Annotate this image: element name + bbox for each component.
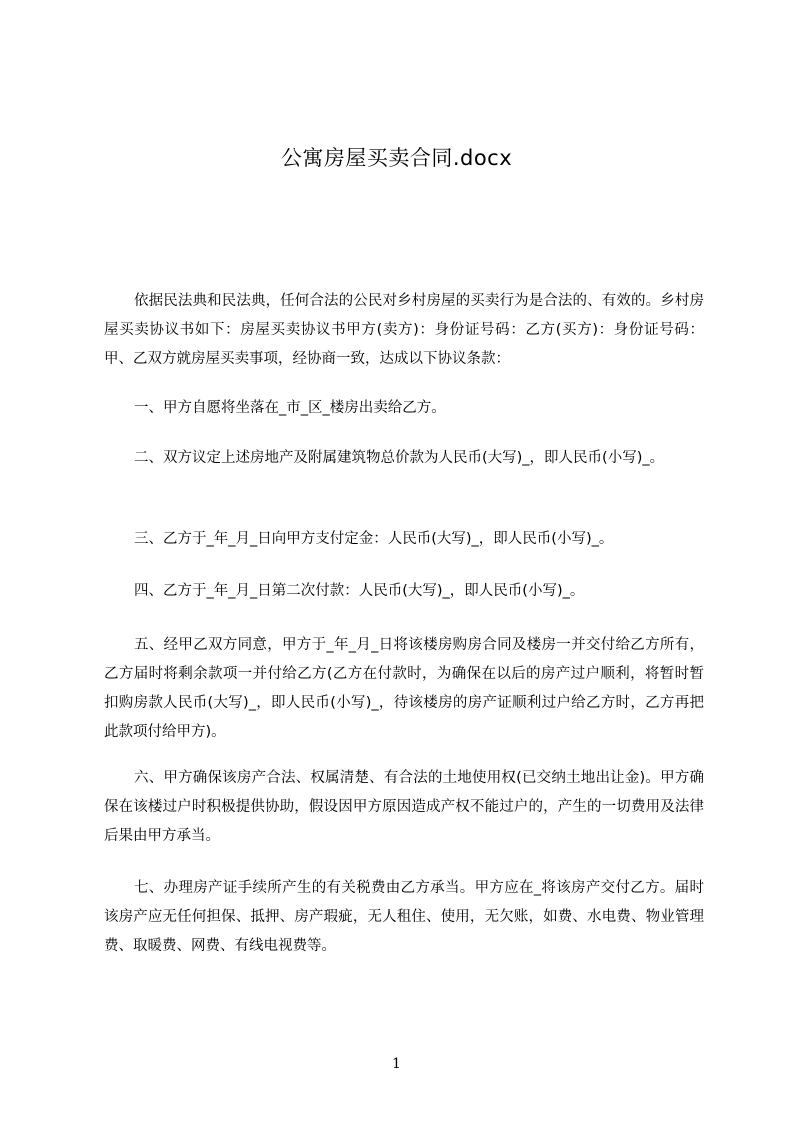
document-title: 公寓房屋买卖合同.docx [280, 146, 513, 170]
clause-2: 二、双方议定上述房地产及附属建筑物总价款为人民币(大写)_，即人民币(小写)_。 [134, 450, 665, 466]
page-number: 1 [392, 1056, 401, 1072]
clause-4: 四、乙方于_年_月_日第二次付款：人民币(大写)_，即人民币(小写)_。 [134, 583, 585, 599]
clause-3: 三、乙方于_年_月_日向甲方支付定金：人民币(大写)_，即人民币(小写)_。 [134, 531, 614, 547]
clause-1: 一、甲方自愿将坐落在_市_区_楼房出卖给乙方。 [134, 400, 446, 416]
clause-5: 五、经甲乙双方同意，甲方于_年_月_日将该楼房购房合同及楼房一并交付给乙方所有，乙方届时将剩余款项一并付给乙方(乙方在付款时，为确保在以后的房产过户顺利，将暂时暂扣购房款人民币(大写)_，即人民币(小写)_，待该楼房的房产证顺利过户给乙方时，乙方再把此款项付给甲方)。 [104, 637, 704, 740]
clause-6: 六、甲方确保该房产合法、权属清楚、有合法的土地使用权(已交纳土地出让金)。甲方确保在该楼过户时积极提供协助，假设因甲方原因造成产权不能过户的，产生的一切费用及法律后果由甲方承当。 [104, 770, 704, 844]
intro-paragraph: 依据民法典和民法典，任何合法的公民对乡村房屋的买卖行为是合法的、有效的。乡村房屋买卖协议书如下：房屋买卖协议书甲方(卖方)：身份证号码：乙方(买方)：身份证号码：甲、乙双方就房屋买卖事项，经协商一致，达成以下协议条款： [104, 293, 704, 367]
clause-7: 七、办理房产证手续所产生的有关税费由乙方承当。甲方应在_将该房产交付乙方。届时该房产应无任何担保、抵押、房产瑕疵，无人租住、使用，无欠账，如费、水电费、物业管理费、取暖费、网费、有线电视费等。 [104, 880, 704, 954]
